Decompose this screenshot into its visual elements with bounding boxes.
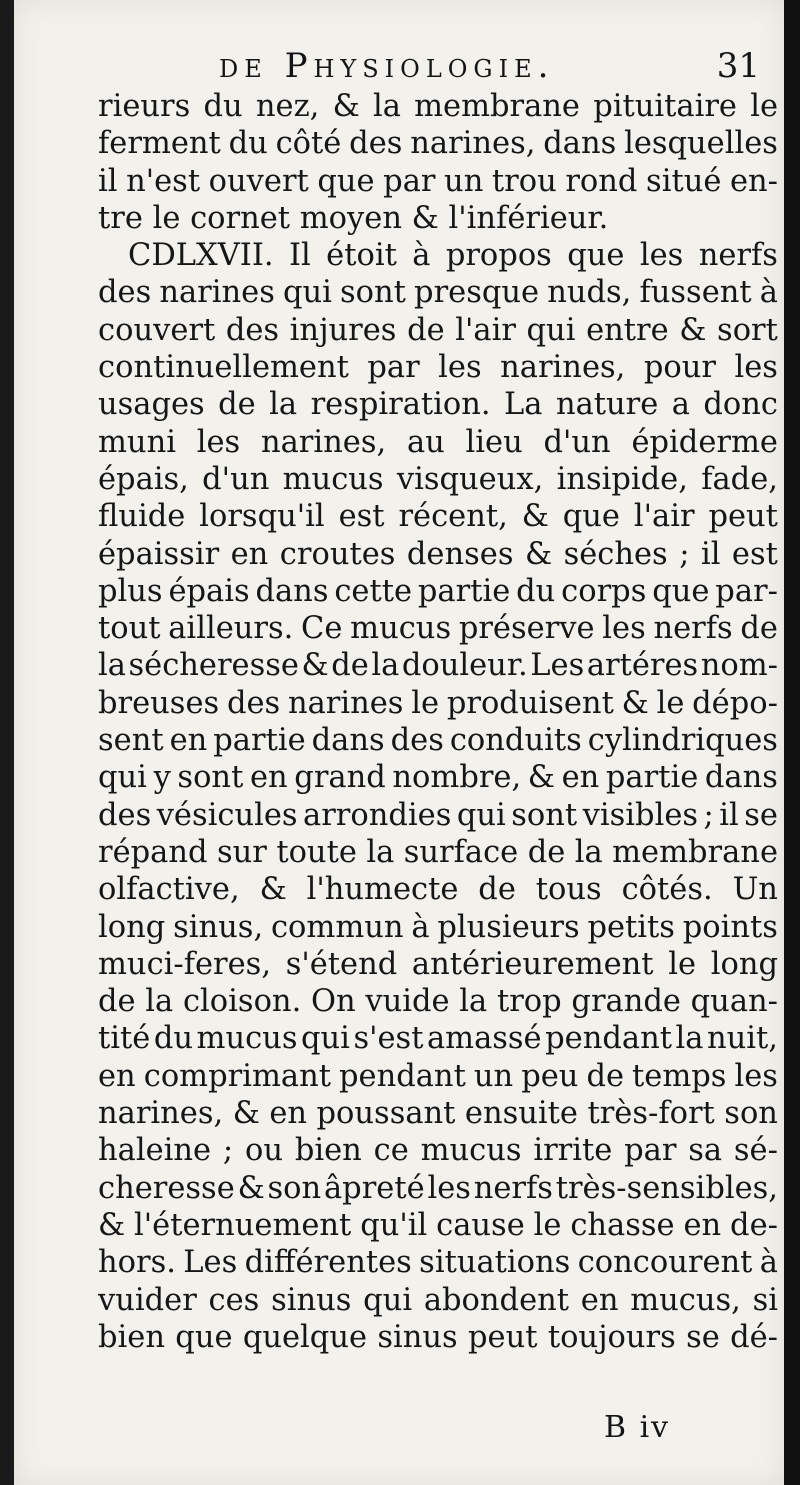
text-line: épaissir en croutes denses & séches ; il est <box>98 536 778 572</box>
book-page <box>14 0 784 1485</box>
text-line: en comprimant pendant un peu de temps les <box>98 1058 778 1094</box>
text-line: hors. Les différentes situations concourent à <box>98 1245 778 1281</box>
text-line: couvert des injures de l'air qui entre & sort <box>98 312 778 348</box>
running-title: de Physiologie. <box>219 46 555 86</box>
text-line: long sinus, commun à plusieurs petits points <box>98 909 778 945</box>
text-line: breuses des narines le produisent & le dépo- <box>98 685 778 721</box>
text-line: des vésicules arrondies qui sont visibles ; il se <box>98 797 778 833</box>
text-line: des narines qui sont presque nuds, fussent à <box>98 275 778 311</box>
text-line: & l'éternuement qu'il cause le chasse en de- <box>98 1207 778 1243</box>
text-line: qui y sont en grand nombre, & en partie dans <box>98 760 778 796</box>
text-line: continuellement par les narines, pour les <box>98 350 778 386</box>
text-line: sent en partie dans des conduits cylindriques <box>98 723 778 759</box>
text-line: tre le cornet moyen & l'inférieur. <box>98 200 609 236</box>
text-line: cheresse & son âpreté les nerfs très-sensibles, <box>98 1170 778 1206</box>
text-line: vuider ces sinus qui abondent en mucus, si <box>98 1282 778 1318</box>
text-line: muci-feres, s'étend antérieurement le long <box>98 946 778 982</box>
text-line: il n'est ouvert que par un trou rond situé en- <box>98 163 778 199</box>
text-line: plus épais dans cette partie du corps que par- <box>98 573 778 609</box>
text-line: muni les narines, au lieu d'un épiderme <box>98 424 778 460</box>
text-line: épais, d'un mucus visqueux, insipide, fade, <box>98 461 778 497</box>
text-line: la sécheresse & de la douleur. Les artéres nom- <box>98 648 778 684</box>
page-edge-shadow <box>784 0 800 1485</box>
text-line: ferment du côté des narines, dans lesquelles <box>98 126 778 162</box>
text-line: tout ailleurs. Ce mucus préserve les nerfs de <box>98 611 778 647</box>
text-line: tité du mucus qui s'est amassé pendant la nuit, <box>98 1021 778 1057</box>
text-line: répand sur toute la surface de la membrane <box>98 834 778 870</box>
text-line: de la cloison. On vuide la trop grande quan- <box>98 984 778 1020</box>
page-header <box>14 40 784 90</box>
text-line: haleine ; ou bien ce mucus irrite par sa sé- <box>98 1133 778 1169</box>
signature-mark: B iv <box>604 1410 671 1445</box>
text-line: usages de la respiration. La nature a donc <box>98 387 778 423</box>
text-line: fluide lorsqu'il est récent, & que l'air peut <box>98 499 778 535</box>
text-line: rieurs du nez, & la membrane pituitaire le <box>98 89 778 124</box>
body-text <box>98 88 778 1356</box>
text-line: CDLXVII. Il étoit à propos que les nerfs <box>128 238 778 274</box>
text-line: olfactive, & l'humecte de tous côtés. Un <box>98 872 778 908</box>
text-line: narines, & en poussant ensuite très-fort son <box>98 1096 778 1132</box>
text-line: bien que quelque sinus peut toujours se dé- <box>98 1319 778 1355</box>
page-number: 31 <box>716 46 760 86</box>
